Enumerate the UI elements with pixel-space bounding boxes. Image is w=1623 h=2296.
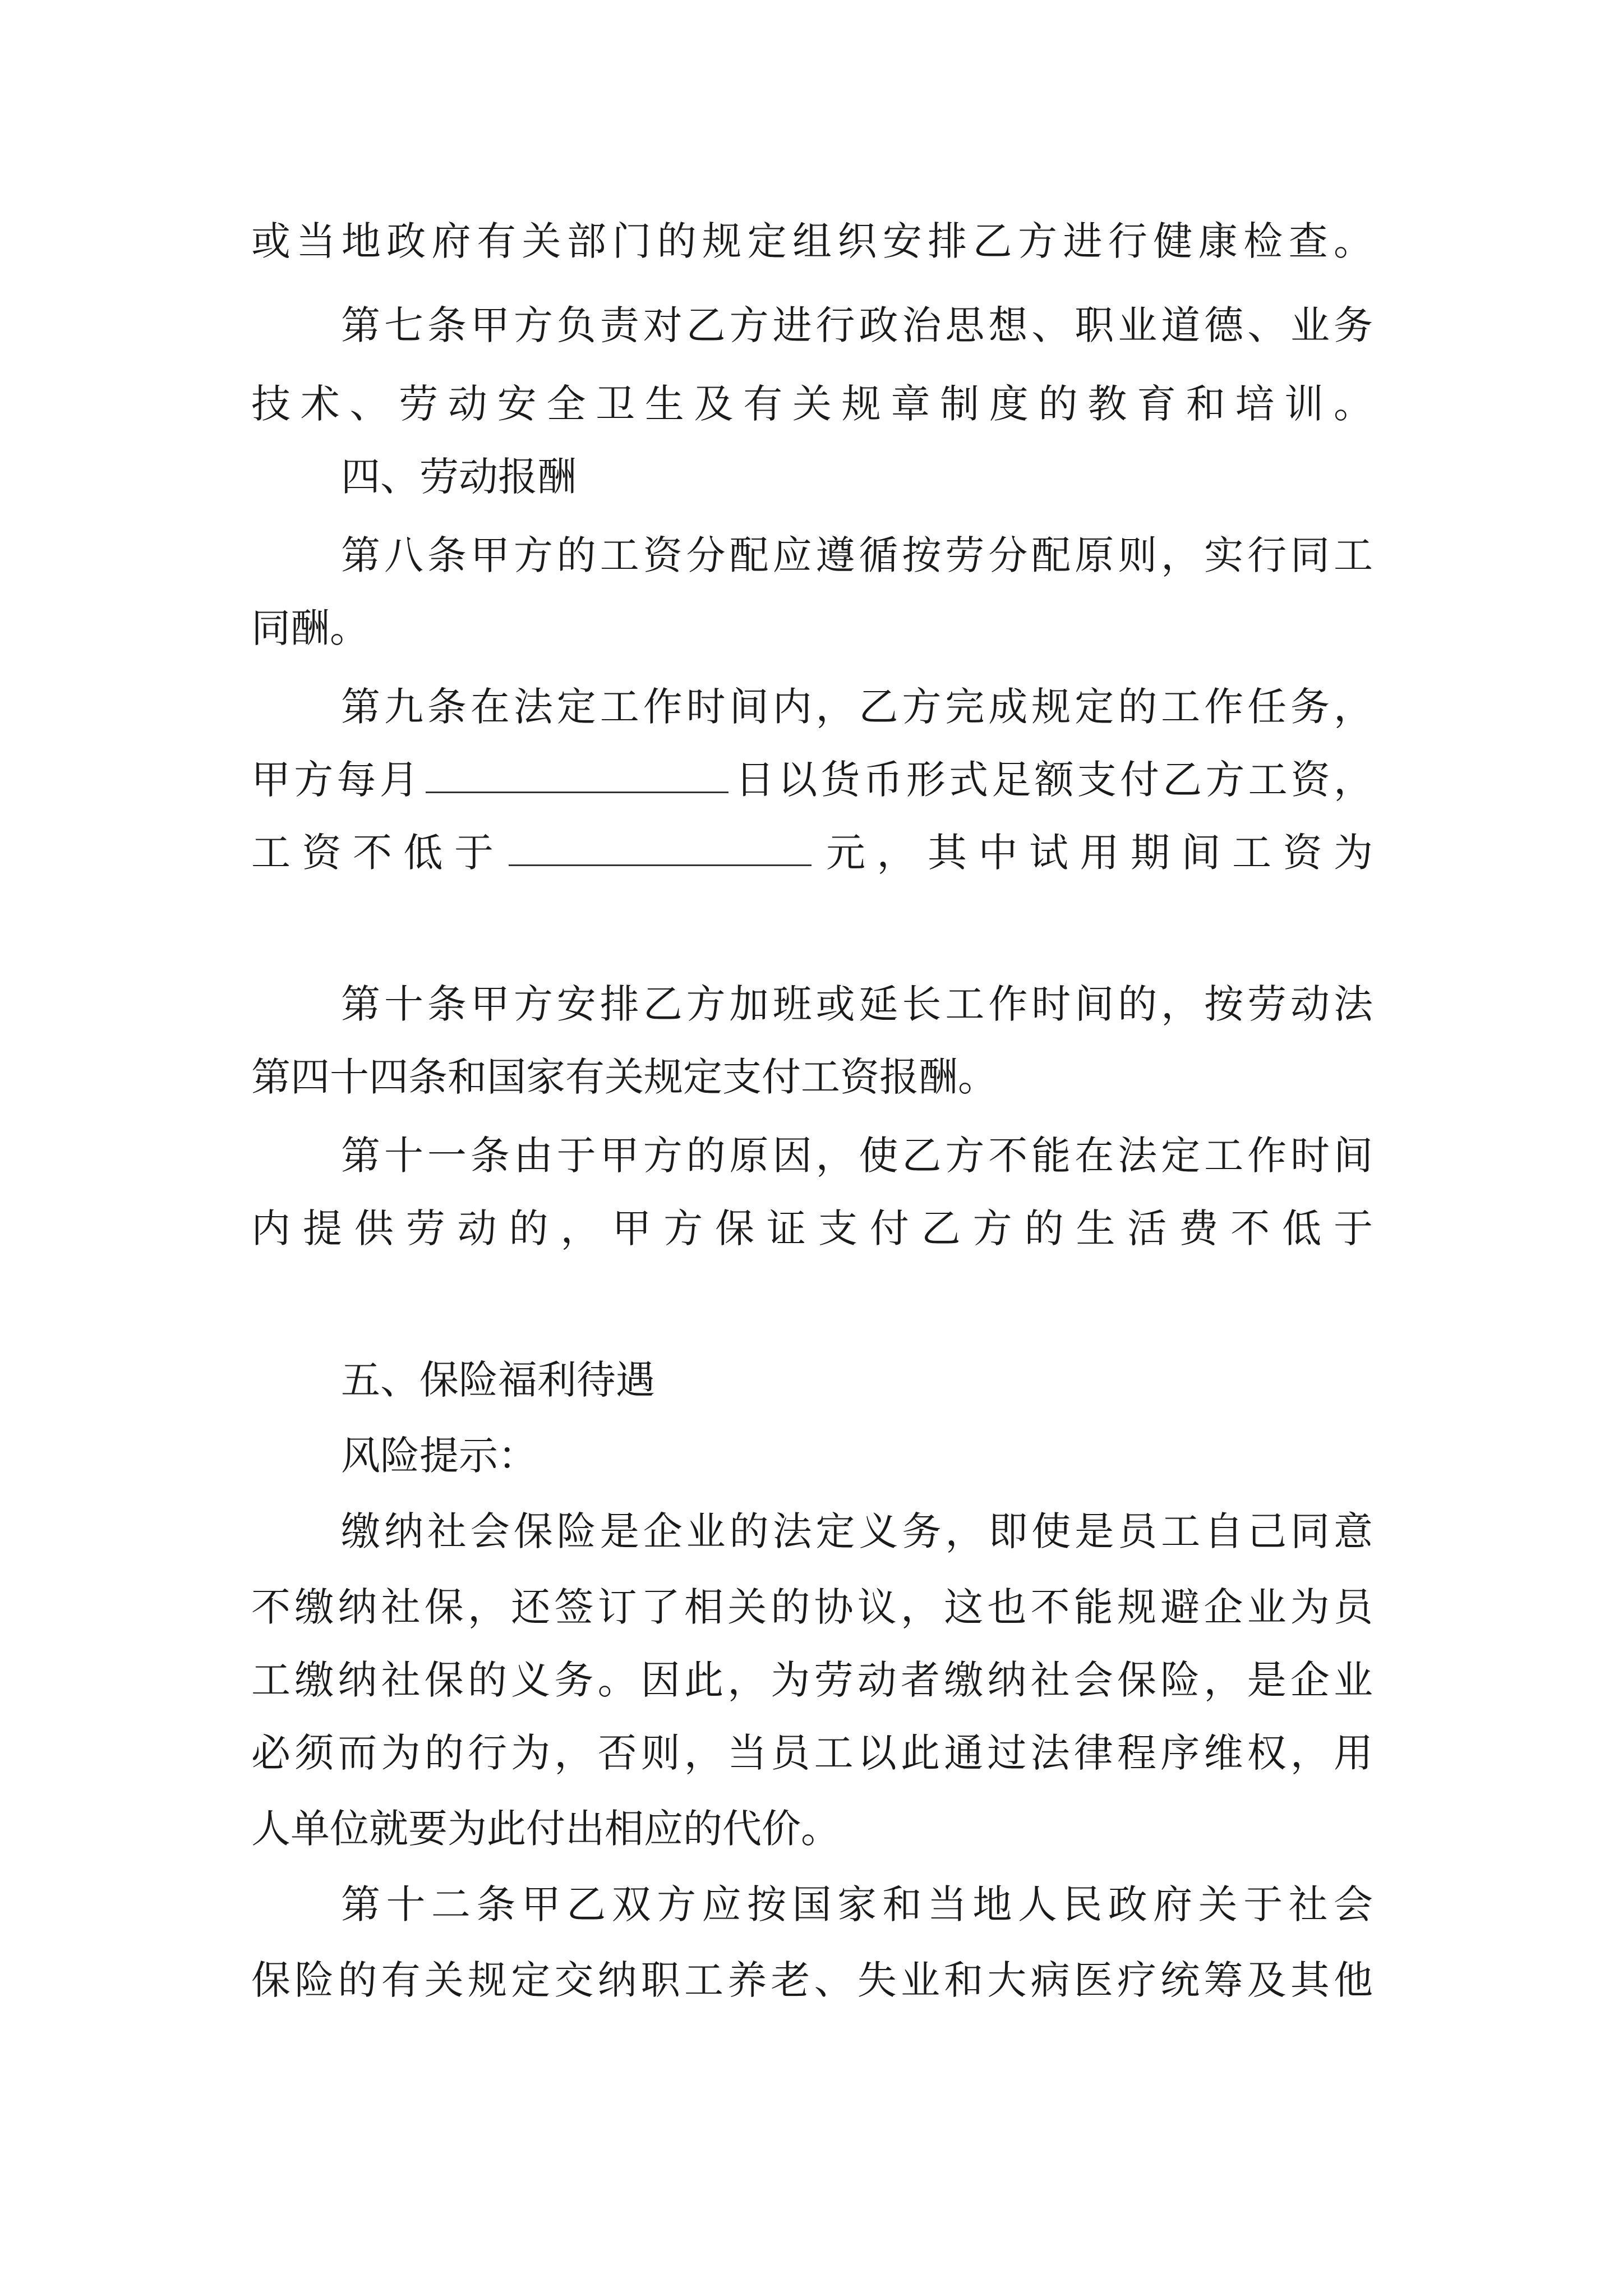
risk-notice-line-4: 必须而为的行为，否则，当员工以此通过法律程序维权，用 [251,1730,1373,1776]
article-11-line-1: 第十一条由于甲方的原因，使乙方不能在法定工作时间 [341,1133,1373,1179]
text-segment: 工资不低于 [251,830,505,876]
risk-notice-line-3: 工缴纳社保的义务。因此，为劳动者缴纳社会保险，是企业 [251,1657,1373,1703]
text-segment: 元，其中试用期间工资为 [814,830,1373,876]
article-9-line-3 [251,825,1373,881]
risk-notice-line-5: 人单位就要为此付出相应的代价。 [251,1806,840,1852]
text-segment: 日以货币形式足额支付乙方工资， [731,757,1373,803]
article-10-line-2: 第四十四条和国家有关规定支付工资报酬。 [251,1054,997,1100]
risk-notice-line-2: 不缴纳社保，还签订了相关的协议，这也不能规避企业为员 [251,1584,1373,1630]
article-11-line-2: 内提供劳动的，甲方保证支付乙方的生活费不低于 [251,1205,1373,1251]
min-wage-blank-field[interactable] [509,825,811,866]
article-7-line-1: 第七条甲方负责对乙方进行政治思想、职业道德、业务 [341,302,1373,348]
article-8-line-2: 同酬。 [251,605,369,651]
article-12-line-1: 第十二条甲乙双方应按国家和当地人民政府关于社会 [341,1881,1373,1927]
article-7-line-2: 技术、劳动安全卫生及有关规章制度的教育和培训。 [251,381,1373,427]
article-9-line-2 [251,752,1373,808]
article-9-line-1: 第九条在法定工作时间内，乙方完成规定的工作任务， [341,684,1373,730]
article-10-line-1: 第十条甲方安排乙方加班或延长工作时间的，按劳动法 [341,981,1373,1027]
section-heading-insurance-benefits: 五、保险福利待遇 [341,1357,655,1403]
risk-notice-line-1: 缴纳社会保险是企业的法定义务，即使是员工自己同意 [341,1508,1373,1554]
article-9-line-4 [251,898,1373,954]
risk-notice-label: 风险提示： [341,1433,537,1479]
article-8-line-1: 第八条甲方的工资分配应遵循按劳分配原则，实行同工 [341,532,1373,578]
article-12-line-2: 保险的有关规定交纳职工养老、失业和大病医疗统筹及其他 [251,1957,1373,2003]
text-line: 或当地政府有关部门的规定组织安排乙方进行健康检查。 [251,218,1373,264]
payday-blank-field[interactable] [426,752,728,793]
text-segment: 甲方每月 [251,757,422,803]
section-heading-labor-remuneration: 四、劳动报酬 [341,454,577,500]
article-11-line-3 [251,1276,1373,1332]
